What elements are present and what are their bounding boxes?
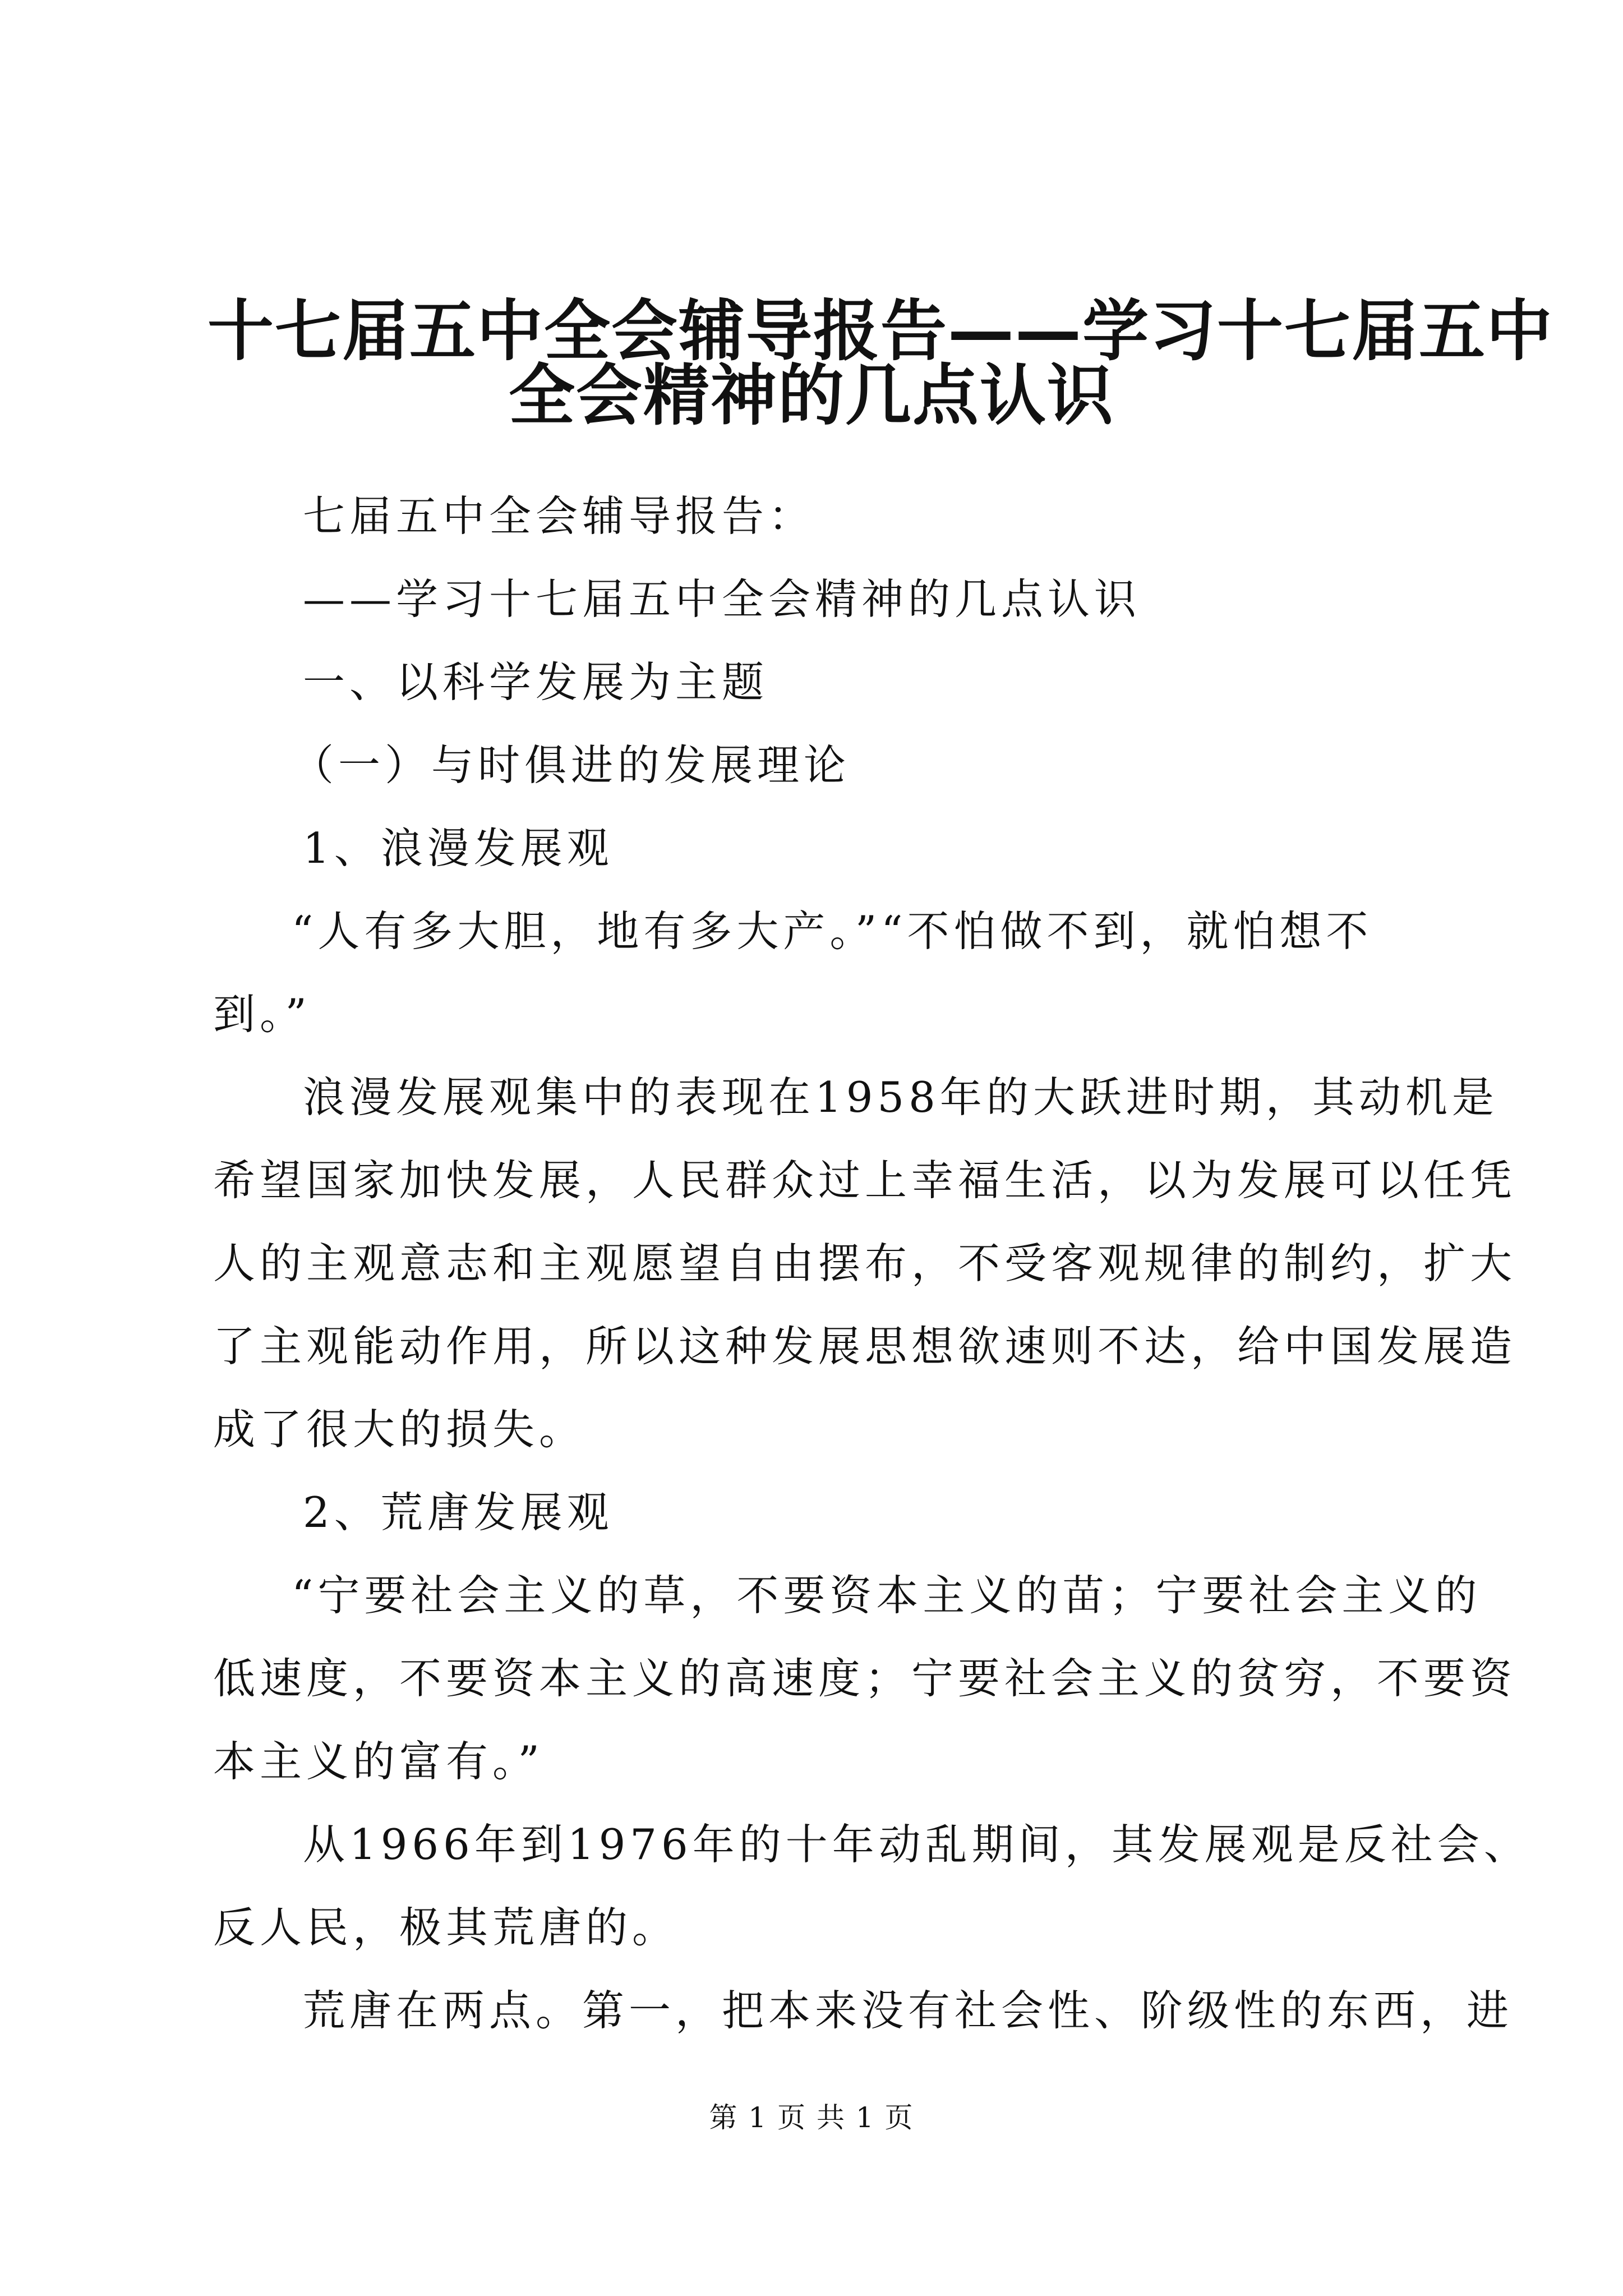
paragraph-line: 浪漫发展观集中的表现在1958年的大跃进时期，其动机是 (303, 1073, 1498, 1122)
paragraph-line: 成了很大的损失。 (213, 1405, 586, 1454)
paragraph-line: 人的主观意志和主观愿望自由摆布，不受客观规律的制约，扩大 (213, 1239, 1517, 1288)
paragraph-line: 了主观能动作用，所以这种发展思想欲速则不达，给中国发展造 (213, 1322, 1517, 1371)
quote-line: “人有多大胆，地有多大产。”“不怕做不到，就怕想不 (292, 907, 1373, 956)
paragraph-line: 希望国家加快发展，人民群众过上幸福生活，以为发展可以任凭 (213, 1156, 1517, 1205)
paragraph-line: 从1966年到1976年的十年动乱期间，其发展观是反社会、 (303, 1820, 1530, 1869)
section-heading: 一、以科学发展为主题 (303, 657, 769, 707)
quote-line: “宁要社会主义的草，不要资本主义的苗；宁要社会主义的 (292, 1571, 1482, 1620)
quote-line: 低速度，不要资本主义的高速度；宁要社会主义的贫穷，不要资 (213, 1654, 1517, 1703)
paragraph-line: 反人民，极其荒唐的。 (213, 1903, 679, 1952)
page-number-footer: 第 1 页 共 1 页 (709, 2101, 914, 2134)
quote-line: 本主义的富有。” (213, 1737, 544, 1786)
subtitle-line: 七届五中全会辅导报告： (303, 491, 815, 541)
subsection-heading: （一）与时俱进的发展理论 (292, 740, 851, 790)
paragraph-line: 荒唐在两点。第一，把本来没有社会性、阶级性的东西，进 (303, 1986, 1514, 2035)
document-title-line-2: 全会精神的几点认识 (508, 357, 1114, 434)
subtitle-line: ——学习十七届五中全会精神的几点认识 (303, 574, 1141, 624)
item-heading: 2、荒唐发展观 (303, 1488, 614, 1537)
quote-line: 到。” (213, 990, 311, 1039)
item-heading: 1、浪漫发展观 (303, 823, 614, 873)
document-title-line-1: 十七届五中全会辅导报告——学习十七届五中 (208, 292, 1554, 370)
